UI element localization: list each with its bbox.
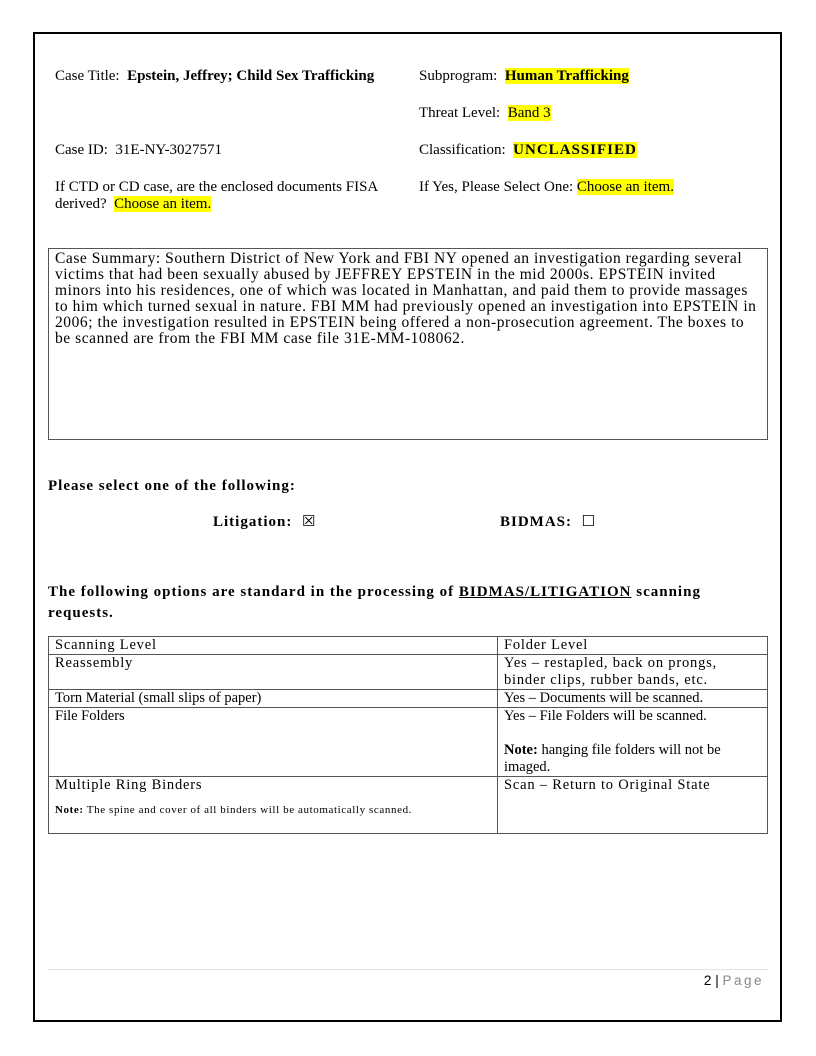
- binders-label: Multiple Ring Binders: [55, 777, 203, 793]
- table-row: [49, 690, 768, 708]
- bidmas-litigation-link: BIDMAS/LITIGATION: [458, 584, 632, 600]
- footer-separator: |: [715, 973, 719, 988]
- case-id: Case ID: 31E-NY-3027571: [55, 142, 223, 158]
- table-cell: Scanning Level: [49, 637, 498, 655]
- table-cell: [49, 777, 498, 834]
- litigation-option: Litigation: ☒: [213, 512, 317, 530]
- options-heading: The following options are standard in the processing of BIDMAS/LITIGATION scanning requests.: [48, 584, 701, 621]
- litigation-checkbox[interactable]: ☒: [301, 512, 317, 530]
- table-cell: Torn Material (small slips of paper): [49, 690, 498, 708]
- table-cell: File Folders: [49, 708, 498, 777]
- threat-level: Threat Level: Band 3: [419, 105, 551, 121]
- page-number: 2: [703, 973, 712, 988]
- case-summary-box: Case Summary: Southern District of New York and FBI NY opened an investigation regarding several victims that had been sexually abused by JEFFREY EPSTEIN in the mid 2000s. EPSTEIN invited minors into his residences, one of which was located in Manhattan, and paid them to provide massages to him which turned sexual in nature. FBI MM had previously opened an investigation into EPSTEIN in 2006; the investigation resulted in EPSTEIN being offered a non-prosecution agreement. The boxes to be scanned are from the FBI MM case file 31E-MM-108062.: [48, 248, 768, 440]
- if-yes-choice-dropdown[interactable]: Choose an item.: [576, 179, 674, 195]
- fisa-question: If CTD or CD case, are the enclosed documents FISA derived? Choose an item.: [55, 179, 378, 212]
- classification-value[interactable]: UNCLASSIFIED: [513, 142, 637, 158]
- table-cell: Reassembly: [49, 655, 498, 690]
- classification: Classification: UNCLASSIFIED: [419, 142, 637, 158]
- bidmas-checkbox[interactable]: ☐: [581, 512, 596, 530]
- select-heading: Please select one of the following:: [48, 478, 296, 494]
- folders-note: Note: hanging file folders will not be imaged.: [504, 742, 721, 775]
- if-yes-select: If Yes, Please Select One: Choose an item.: [419, 179, 674, 195]
- scanning-options-table: [48, 636, 768, 834]
- table-header-row: [49, 637, 768, 655]
- binders-note: Note: The spine and cover of all binders will be automatically scanned.: [55, 804, 413, 816]
- case-title-value: Epstein, Jeffrey; Child Sex Trafficking: [127, 68, 375, 84]
- page-footer: [704, 973, 764, 988]
- table-cell: [498, 708, 768, 777]
- subprogram-value[interactable]: Human Trafficking: [504, 68, 629, 84]
- threat-level-value[interactable]: Band 3: [507, 105, 551, 121]
- fisa-choice-dropdown[interactable]: Choose an item.: [114, 196, 212, 212]
- table-cell: Folder Level: [498, 637, 768, 655]
- bidmas-option: BIDMAS: ☐: [500, 512, 596, 530]
- folders-value: Yes – File Folders will be scanned.: [504, 708, 707, 724]
- case-title: Case Title: Epstein, Jeffrey; Child Sex Trafficking: [55, 68, 375, 84]
- table-cell: Yes – restapled, back on prongs, binder clips, rubber bands, etc.: [498, 655, 768, 690]
- table-row: [49, 655, 768, 690]
- page-word: Page: [722, 973, 764, 988]
- table-row: [49, 777, 768, 834]
- table-cell: Scan – Return to Original State: [498, 777, 768, 834]
- table-row: [49, 708, 768, 777]
- footer-divider: [48, 969, 768, 970]
- subprogram: Subprogram: Human Trafficking: [419, 68, 629, 84]
- table-cell: Yes – Documents will be scanned.: [498, 690, 768, 708]
- case-id-value: 31E-NY-3027571: [115, 142, 223, 158]
